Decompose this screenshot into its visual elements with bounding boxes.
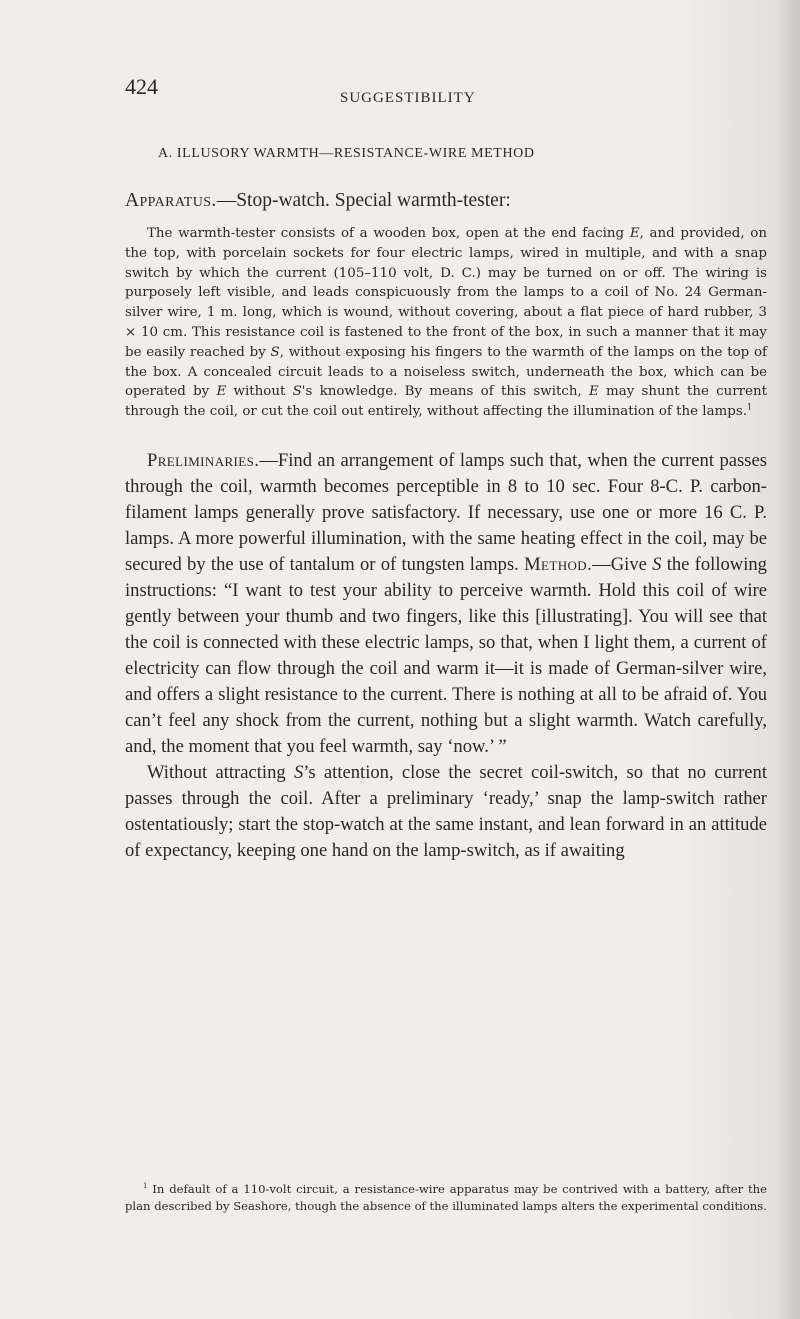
apparatus-description xyxy=(125,224,767,422)
italic-letter: S xyxy=(652,554,662,575)
method-label: Method. xyxy=(524,554,593,575)
apparatus-label: Apparatus. xyxy=(125,190,217,211)
apparatus-text: —Stop-watch. Special warmth-tester: xyxy=(216,190,511,211)
method-text: —Give xyxy=(592,554,653,575)
italic-letter: E xyxy=(629,226,640,241)
italic-letter: S xyxy=(293,762,304,783)
text-run: ’s attention, close the secret coil-switch, so that no current passes through the coil. After a preliminary ‘ready,’ snap the lamp-switch rather ostentatiously; start the stop-watch at the same instant, and lean forward in an attitude of expectancy, keeping one hand on the lamp-switch, as if awaiting xyxy=(125,762,767,861)
text-run: , and provided, on the top, with porcelain sockets for four electric lamps, wired in multiple, and with a snap switch by which the current (105–110 volt, D. C.) may be turned on or off. The wiring is purposely left visible, and leads conspicuously from the lamps to a coil of No. 24 German-silver wire, 1 m. long, which is wound, without covering, about a flat piece of hard rubber, 3 × 10 cm. This resistance coil is fastened to the front of the box, in such a manner that it may be easily reached by xyxy=(125,226,767,360)
footnote-text: In default of a 110-volt circuit, a resistance-wire apparatus may be contrived with a battery, after the plan described by Seashore, though the absence of the illuminated lamps alters the experimental conditions. xyxy=(125,1182,767,1213)
text-run: The warmth-tester consists of a wooden box, open at the end facing xyxy=(147,226,630,241)
preliminaries-text: —Find an arrangement of lamps such that, when the current passes through the coil, warmth becomes perceptible in 8 to 10 sec. Four 8-C. P. carbon-filament lamps generally prove satisfactory. If necessary, use one or more 16 C. P. lamps. A more powerful illumination, with the same heating effect in the coil, may be secured by the use of tantalum or of tungsten lamps. xyxy=(125,450,767,575)
footnote-mark: 1 xyxy=(143,1182,148,1191)
description-paragraph xyxy=(125,224,767,422)
text-run: , without exposing his fingers to the warmth of the lamps on the top of the box. A concealed circuit leads to a noiseless switch, underneath the box, which can be operated by xyxy=(125,344,768,400)
text-run: may shunt the current through the coil, or cut the coil out entirely, without affecting the illumination of the lamps. xyxy=(125,384,767,420)
italic-letter: E xyxy=(216,384,227,400)
section-heading: A. ILLUSORY WARMTH—RESISTANCE-WIRE METHOD xyxy=(158,146,535,161)
italic-letter: S xyxy=(270,344,280,360)
italic-letter: E xyxy=(589,384,599,400)
preliminaries-label: Preliminaries. xyxy=(147,450,260,471)
footnote-paragraph xyxy=(125,1181,767,1214)
main-text xyxy=(125,448,767,864)
preliminaries-paragraph xyxy=(125,448,767,760)
page-header xyxy=(0,74,800,114)
running-head: SUGGESTIBILITY xyxy=(340,90,476,106)
text-run: without xyxy=(226,384,293,400)
method-text: the following instructions: “I want to test your ability to perceive warmth. Hold this coil of wire gently between your thumb and two fingers, like this [illustrating]. You will see that the coil is connected with these electric lamps, so that, when I light them, a current of electricity can flow through the coil and warm it—it is made of German-silver wire, and offers a slight resistance to the current. There is nothing at all to be afraid of. You can’t feel any shock from the current, nothing but a slight warmth. Watch carefully, and, the moment that you feel warmth, say ‘now.’ ” xyxy=(125,554,767,757)
footnote xyxy=(125,1181,767,1214)
page-number: 424 xyxy=(125,74,158,99)
procedure-paragraph xyxy=(125,760,767,864)
apparatus-heading xyxy=(125,188,765,214)
text-run: Without attracting xyxy=(147,762,294,783)
italic-letter: S xyxy=(292,384,302,400)
text-run: 's knowledge. By means of this switch, xyxy=(301,384,590,400)
footnote-reference: 1 xyxy=(746,402,753,412)
